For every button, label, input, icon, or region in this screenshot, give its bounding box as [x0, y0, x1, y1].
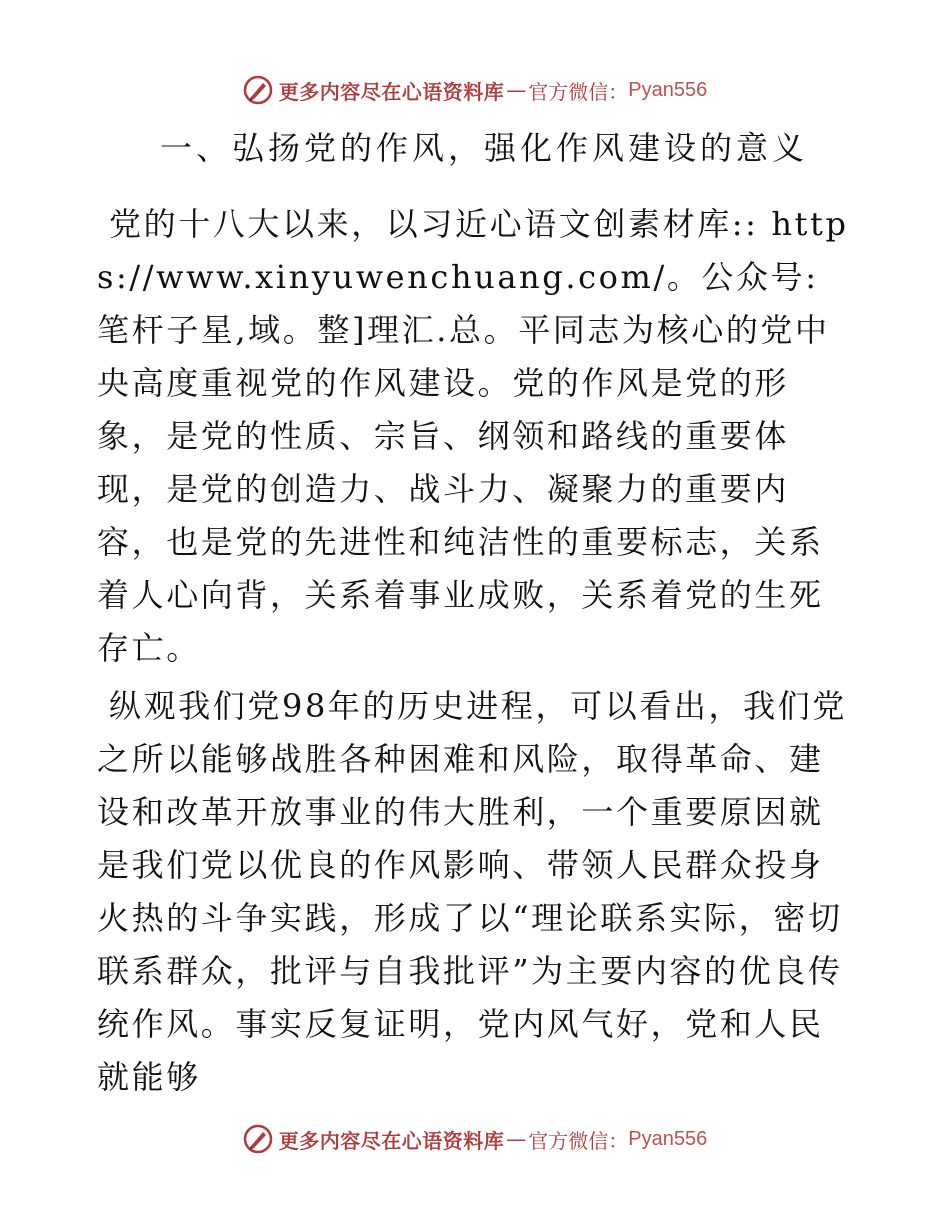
watermark-separator: — [506, 1127, 527, 1151]
watermark-text: 更多内容尽在心语资料库 [278, 79, 505, 104]
paragraph-2: 纵观我们党98年的历史进程，可以看出，我们党之所以能够战胜各种困难和风险，取得革命、建设和改革开放事业的伟大胜利，一个重要原因就是我们党以优良的作风影响、带领人民群众投身火热的斗争实践，形成了以“理论联系实际，密切联系群众，批评与自我批评”为主要内容的优良传统作风。事实反复证明，党内风气好，党和人民就能够 [97, 687, 847, 1096]
watermark-text: 更多内容尽在心语资料库 [278, 1128, 505, 1153]
watermark-wechat-id: Pyan556 [628, 78, 708, 101]
watermark-separator: — [506, 78, 527, 102]
watermark-header [0, 73, 950, 107]
watermark-wechat-id: Pyan556 [628, 1127, 708, 1150]
watermark-wechat-label: 官方微信： [528, 79, 629, 104]
paragraph-1: 党的十八大以来，以习近心语文创素材库:: https://www.xinyuwenchuang.com/。公众号: 笔杆子星,域。整]理汇.总。平同志为核心的党中央高度重视党的作风建设。党的作风是党的形象，是党的性质、宗旨、纲领和路线的重要体现，是党的创造力、战斗力、凝聚力的重要内容，也是党的先进性和纯洁性的重要标志，关系着人心向背，关系着事业成败，关系着党的生死存亡。 [97, 205, 849, 667]
watermark-footer [0, 1122, 950, 1156]
watermark-wechat-label: 官方微信： [528, 1128, 629, 1153]
pen-logo-icon [243, 1124, 273, 1154]
section-heading: 一、弘扬党的作风，强化作风建设的意义 [160, 129, 809, 167]
pen-logo-icon [243, 75, 273, 105]
